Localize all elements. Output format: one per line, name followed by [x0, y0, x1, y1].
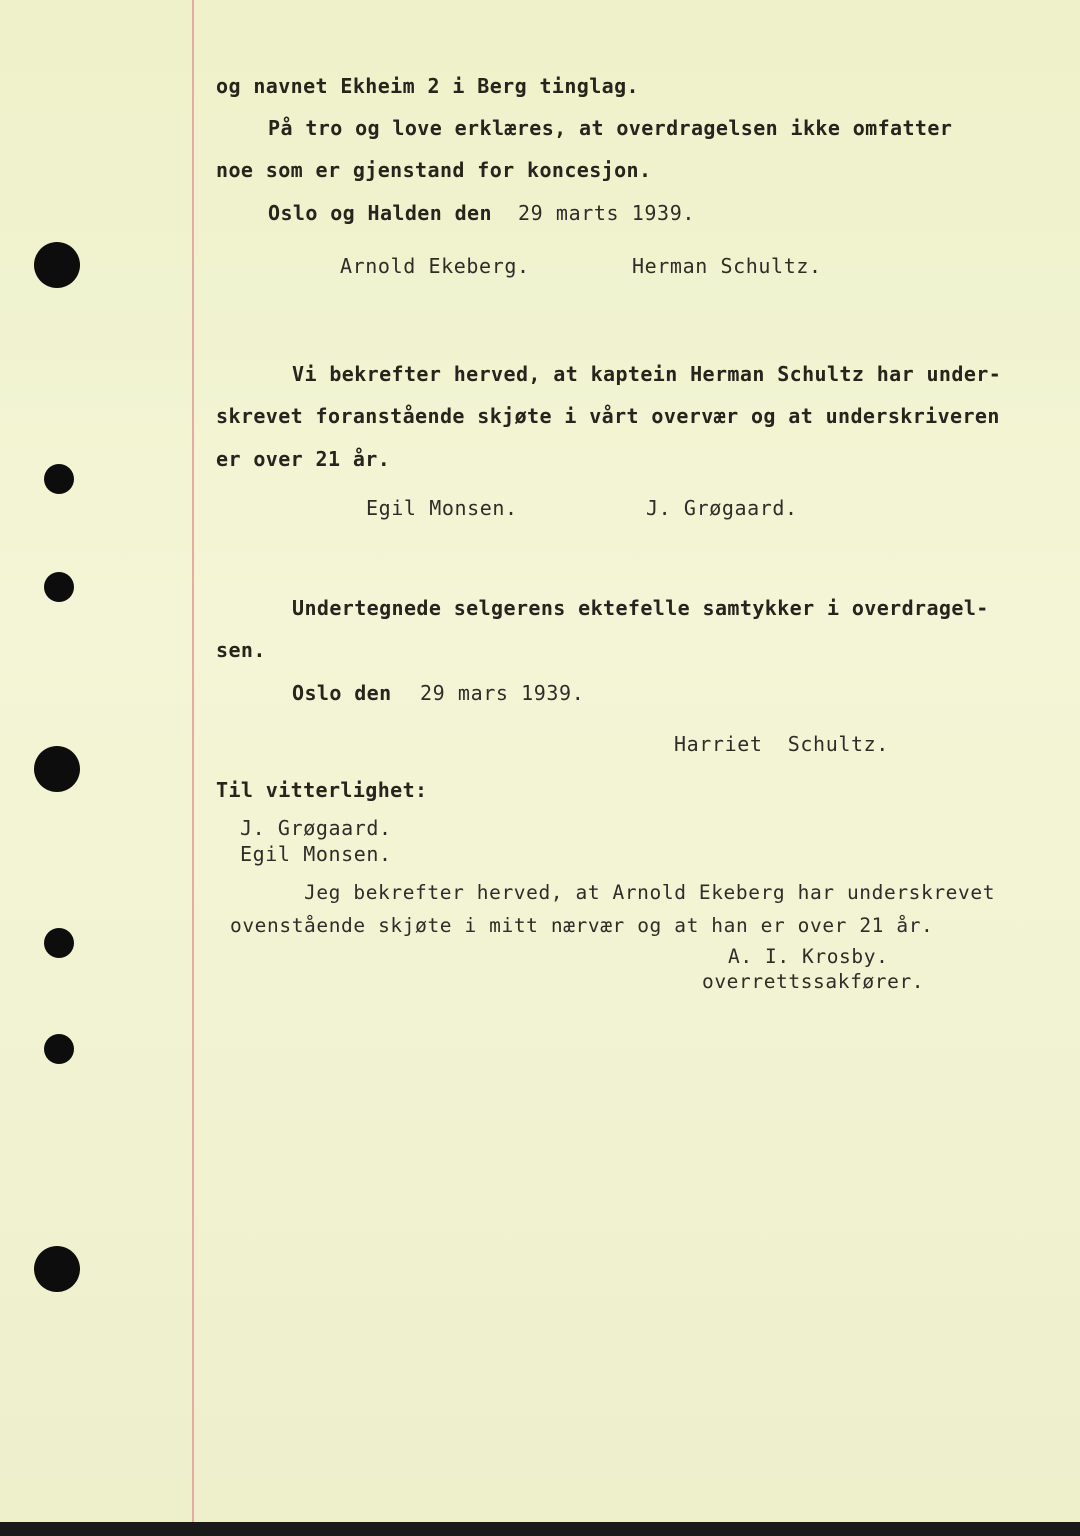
witness-heading: Til vitterlighet:: [216, 778, 428, 802]
text-line: På tro og love erklæres, at overdragelsen ikke omfatter: [268, 116, 953, 140]
margin-rule: [192, 0, 194, 1522]
place-line: Oslo og Halden den: [268, 201, 492, 225]
signature-name: Herman Schultz.: [632, 254, 822, 278]
text-line: skrevet foranstående skjøte i vårt overvær og at underskriveren: [216, 404, 1000, 428]
date: 29 mars 1939.: [420, 681, 585, 705]
punch-hole: [44, 572, 74, 602]
punch-hole: [44, 1034, 74, 1064]
punch-hole: [44, 464, 74, 494]
punch-hole: [44, 928, 74, 958]
text-line: er over 21 år.: [216, 447, 391, 471]
text-line: Vi bekrefter herved, at kaptein Herman Schultz har under-: [292, 362, 1002, 386]
witness-name: Egil Monsen.: [240, 842, 392, 866]
signature-title: overrettssakfører.: [702, 970, 925, 993]
date: 29 marts 1939.: [518, 201, 695, 225]
signature-name: Harriet Schultz.: [674, 732, 889, 756]
text-line: Jeg bekrefter herved, at Arnold Ekeberg har underskrevet: [304, 881, 996, 904]
text-line: ovenstående skjøte i mitt nærvær og at han er over 21 år.: [230, 914, 934, 937]
page-edge: [0, 1522, 1080, 1536]
punch-hole: [34, 242, 80, 288]
punch-hole: [34, 1246, 80, 1292]
text-line: noe som er gjenstand for koncesjon.: [216, 158, 652, 182]
signature-name: Egil Monsen.: [366, 496, 518, 520]
text-line: og navnet Ekheim 2 i Berg tinglag.: [216, 74, 639, 98]
place-line: Oslo den: [292, 681, 392, 705]
signature-name: Arnold Ekeberg.: [340, 254, 530, 278]
signature-name: A. I. Krosby.: [728, 945, 889, 968]
punch-hole: [34, 746, 80, 792]
signature-name: J. Grøgaard.: [646, 496, 798, 520]
text-line: sen.: [216, 638, 266, 662]
witness-name: J. Grøgaard.: [240, 816, 392, 840]
text-line: Undertegnede selgerens ektefelle samtykker i overdragel-: [292, 596, 989, 620]
